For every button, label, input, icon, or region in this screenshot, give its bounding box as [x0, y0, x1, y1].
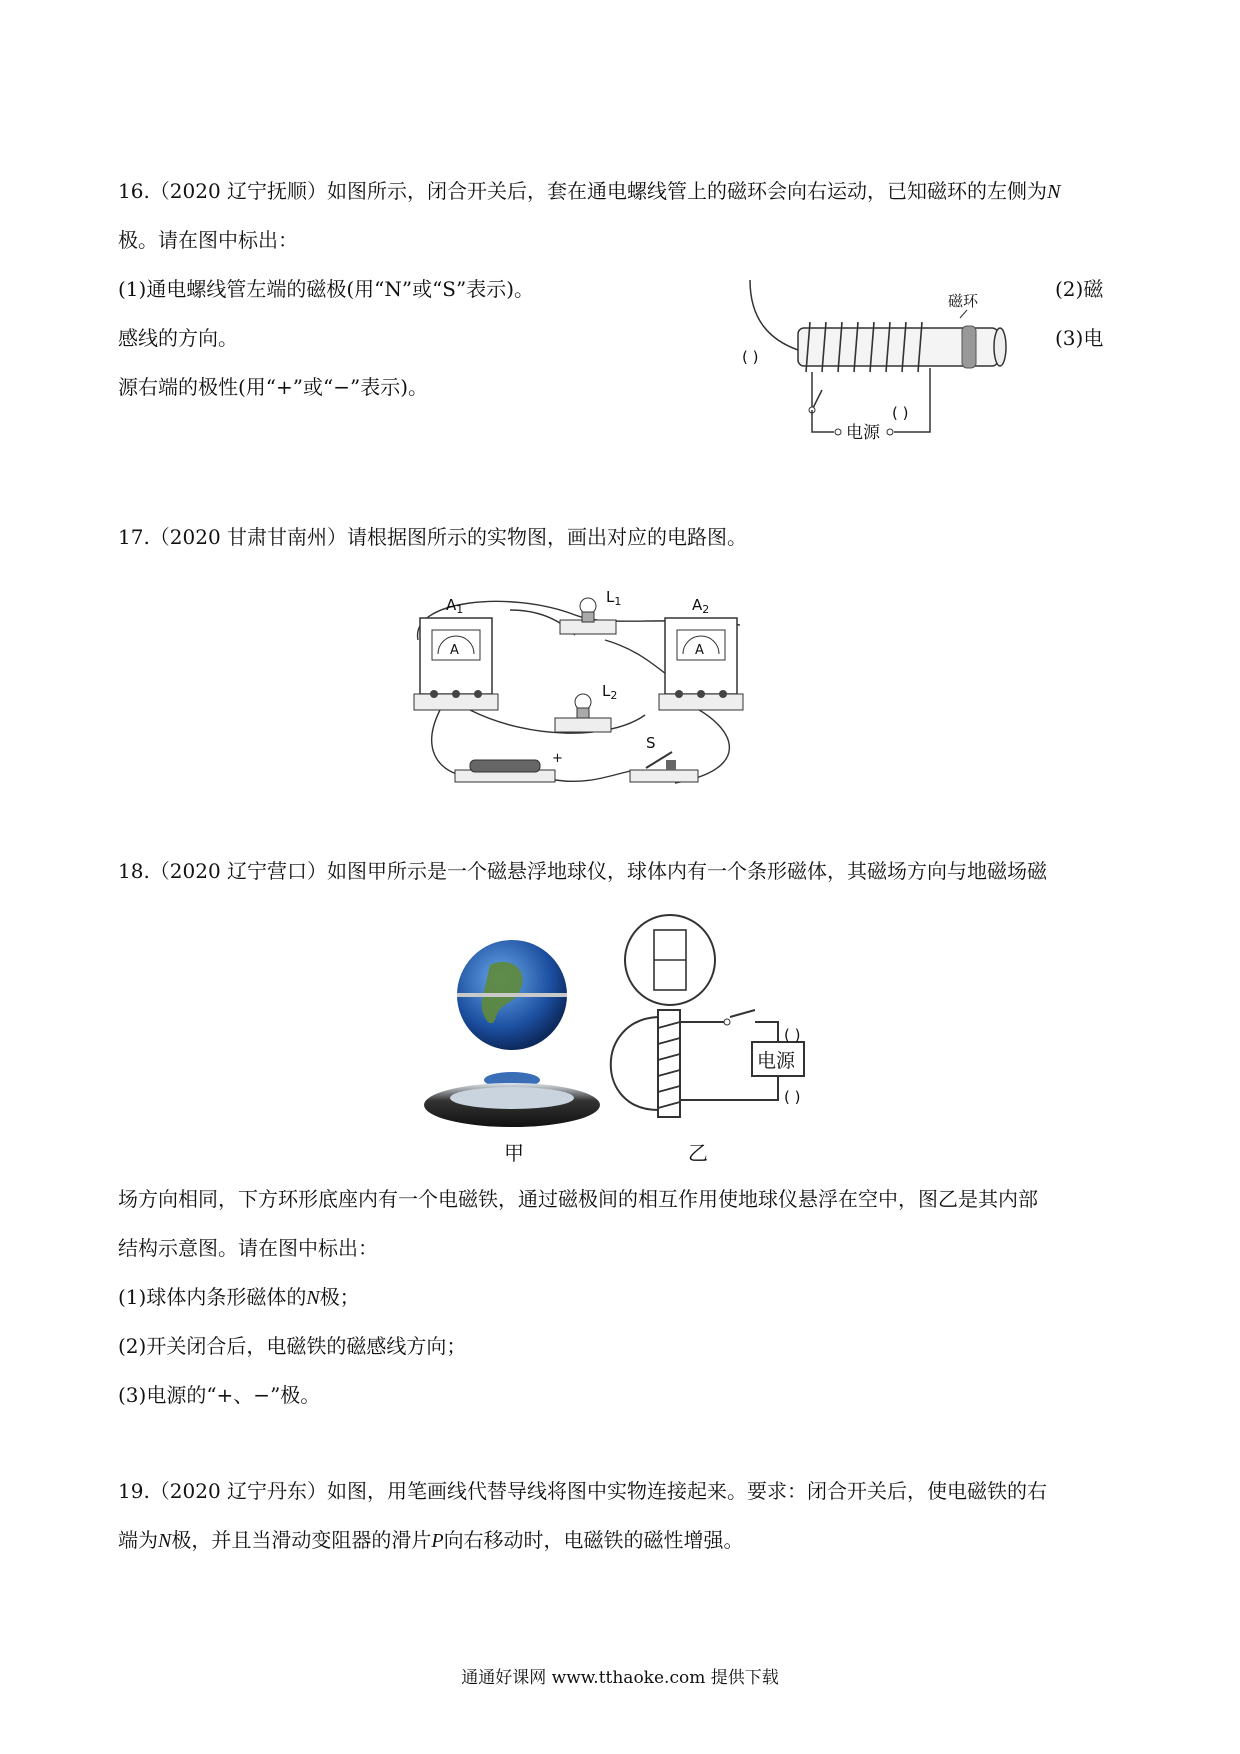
- q16-ring-label: 磁环: [948, 292, 979, 310]
- q17-plus: +: [552, 751, 563, 766]
- q16-source-label: 电源: [846, 423, 880, 443]
- q16-item-2-cont: 感线的方向。: [118, 326, 238, 350]
- q17-label-l2: $L_2$: [602, 682, 618, 702]
- q17-label-a2: $A_2$: [692, 596, 710, 616]
- q16-item-1: (1)通电螺线管左端的磁极(用“N”或“S”表示)。: [118, 277, 535, 301]
- q17-meter-a1-a: A: [450, 643, 459, 658]
- q18-globe-figure: [420, 910, 820, 1170]
- q17-meter-a2-a: A: [695, 643, 704, 658]
- q18-item-2: (2)开关闭合后，电磁铁的磁感线方向；: [118, 1334, 467, 1358]
- q18-blank-bottom: ( ): [784, 1088, 801, 1106]
- q16-blank-right: ( ): [892, 404, 909, 422]
- q17-label-a1: $A_1$: [446, 596, 464, 616]
- q17-circuit-figure: [410, 590, 800, 790]
- q18-label-yi: 乙: [688, 1141, 708, 1165]
- q17-text: 17.（2020 甘肃甘南州）请根据图所示的实物图，画出对应的电路图。: [118, 525, 748, 549]
- q19-line-1: 19.（2020 辽宁丹东）如图，用笔画线代替导线将图中实物连接起来。要求：闭合开关后，使电磁铁的右: [118, 1479, 1048, 1503]
- q18-line-3: 结构示意图。请在图中标出：: [118, 1236, 378, 1260]
- q17-label-s: S: [646, 734, 656, 752]
- q16-item-3-cont: 源右端的极性(用“+”或“−”表示)。: [118, 375, 429, 399]
- q18-line-2: 场方向相同，下方环形底座内有一个电磁铁，通过磁极间的相互作用使地球仪悬浮在空中，图乙是其内部: [118, 1187, 1038, 1211]
- q17-label-l1: $L_1$: [606, 588, 622, 608]
- q18-source-label: 电源: [757, 1050, 796, 1072]
- q16-item-2-side: (2)磁: [1055, 277, 1104, 301]
- q16-solenoid-figure: [730, 270, 1040, 450]
- q16-line-2: 极。请在图中标出：: [118, 228, 298, 252]
- q18-label-jia: 甲: [504, 1141, 524, 1165]
- q19-line-2: 端为N极，并且当滑动变阻器的滑片P向右移动时，电磁铁的磁性增强。: [118, 1528, 744, 1552]
- q18-blank-top: ( ): [784, 1026, 801, 1044]
- q18-item-1: (1)球体内条形磁体的N极；: [118, 1285, 360, 1309]
- q16-item-3-side: (3)电: [1055, 326, 1104, 350]
- page-footer: 通通好课网 www.tthaoke.com 提供下载: [461, 1668, 779, 1688]
- q16-line-1: 16.（2020 辽宁抚顺）如图所示，闭合开关后，套在通电螺线管上的磁环会向右运动，已知磁环的左侧为N: [118, 179, 1061, 203]
- q18-item-3: (3)电源的“+、−”极。: [118, 1383, 321, 1407]
- q16-blank-left: ( ): [742, 348, 759, 366]
- q18-line-1: 18.（2020 辽宁营口）如图甲所示是一个磁悬浮地球仪，球体内有一个条形磁体，其磁场方向与地磁场磁: [118, 859, 1048, 883]
